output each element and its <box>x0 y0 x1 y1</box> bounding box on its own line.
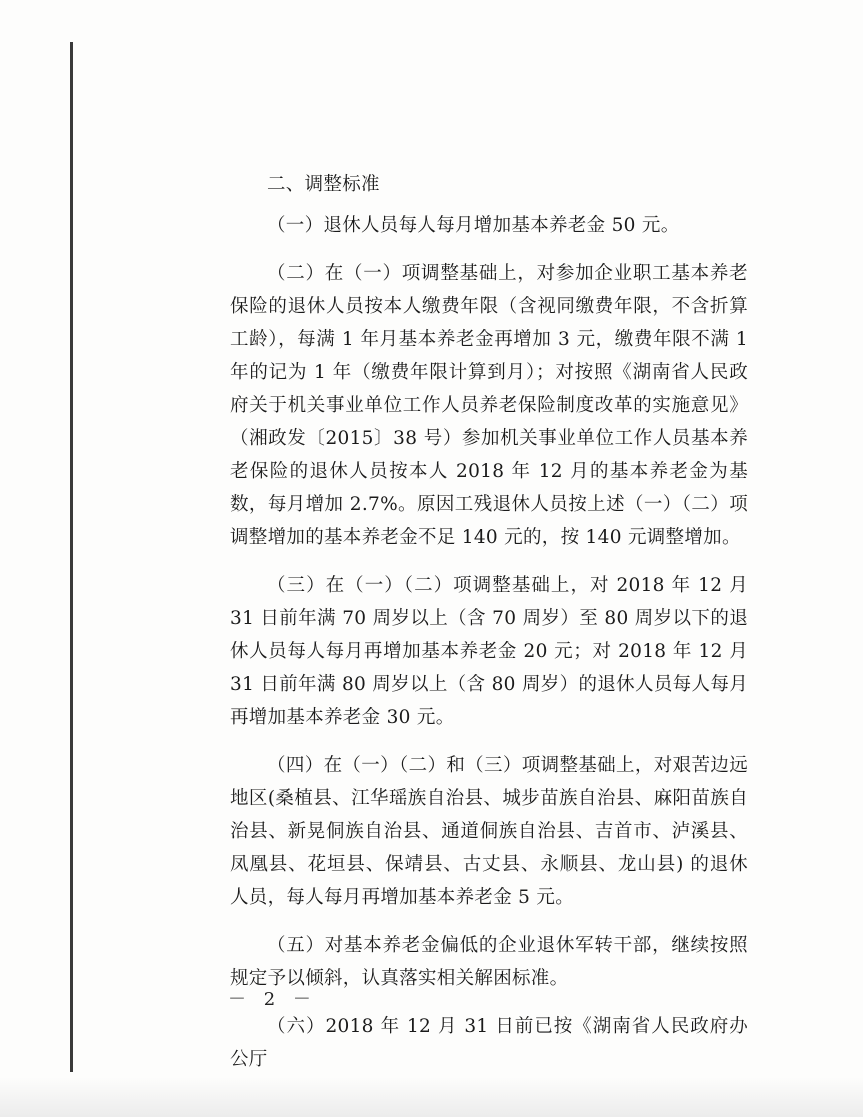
document-body <box>230 168 748 1091</box>
binding-edge <box>70 42 73 1072</box>
scan-shadow <box>0 1077 863 1117</box>
paragraph-5: （五）对基本养老金偏低的企业退休军转干部，继续按照规定予以倾斜，认真落实相关解困标准。 <box>230 935 748 989</box>
paragraph-2: （二）在（一）项调整基础上，对参加企业职工基本养老保险的退休人员按本人缴费年限（含视同缴费年限，不含折算工龄），每满 1 年月基本养老金再增加 3 元，缴费年限不满 1 年的记为 1 年（缴费年限计算到月）；对按照《湖南省人民政府关于机关事业单位工作人员养老保险制度改革的实施意见》（湘政发〔2015〕38 号）参加机关事业单位工作人员基本养老保险的退休人员按本人 2018 年 12 月的基本养老金为基数，每月增加 2.7%。原因工残退休人员按上述（一）（二）项调整增加的基本养老金不足 140 元的，按 140 元调整增加。 <box>230 263 748 548</box>
paragraph-6: （六）2018 年 12 月 31 日前已按《湖南省人民政府办公厅 <box>230 1016 748 1070</box>
paragraph-1: （一）退休人员每人每月增加基本养老金 50 元。 <box>267 215 680 236</box>
paragraph-4: （四）在（一）（二）和（三）项调整基础上，对艰苦边远地区(桑植县、江华瑶族自治县、城步苗族自治县、麻阳苗族自治县、新晃侗族自治县、通道侗族自治县、吉首市、泸溪县、凤凰县、花垣县、保靖县、古丈县、永顺县、龙山县) 的退休人员，每人每月再增加基本养老金 5 元。 <box>230 755 748 908</box>
section-heading: 二、调整标准 <box>267 174 380 195</box>
page-number: － 2 － <box>228 989 317 1010</box>
paragraph-3: （三）在（一）（二）项调整基础上，对 2018 年 12 月 31 日前年满 70 周岁以上（含 70 周岁）至 80 周岁以下的退休人员每人每月再增加基本养老金 20 元；对 2018 年 12 月 31 日前年满 80 周岁以上（含 80 周岁）的退休人员每人每月再增加基本养老金 30 元。 <box>230 575 748 728</box>
